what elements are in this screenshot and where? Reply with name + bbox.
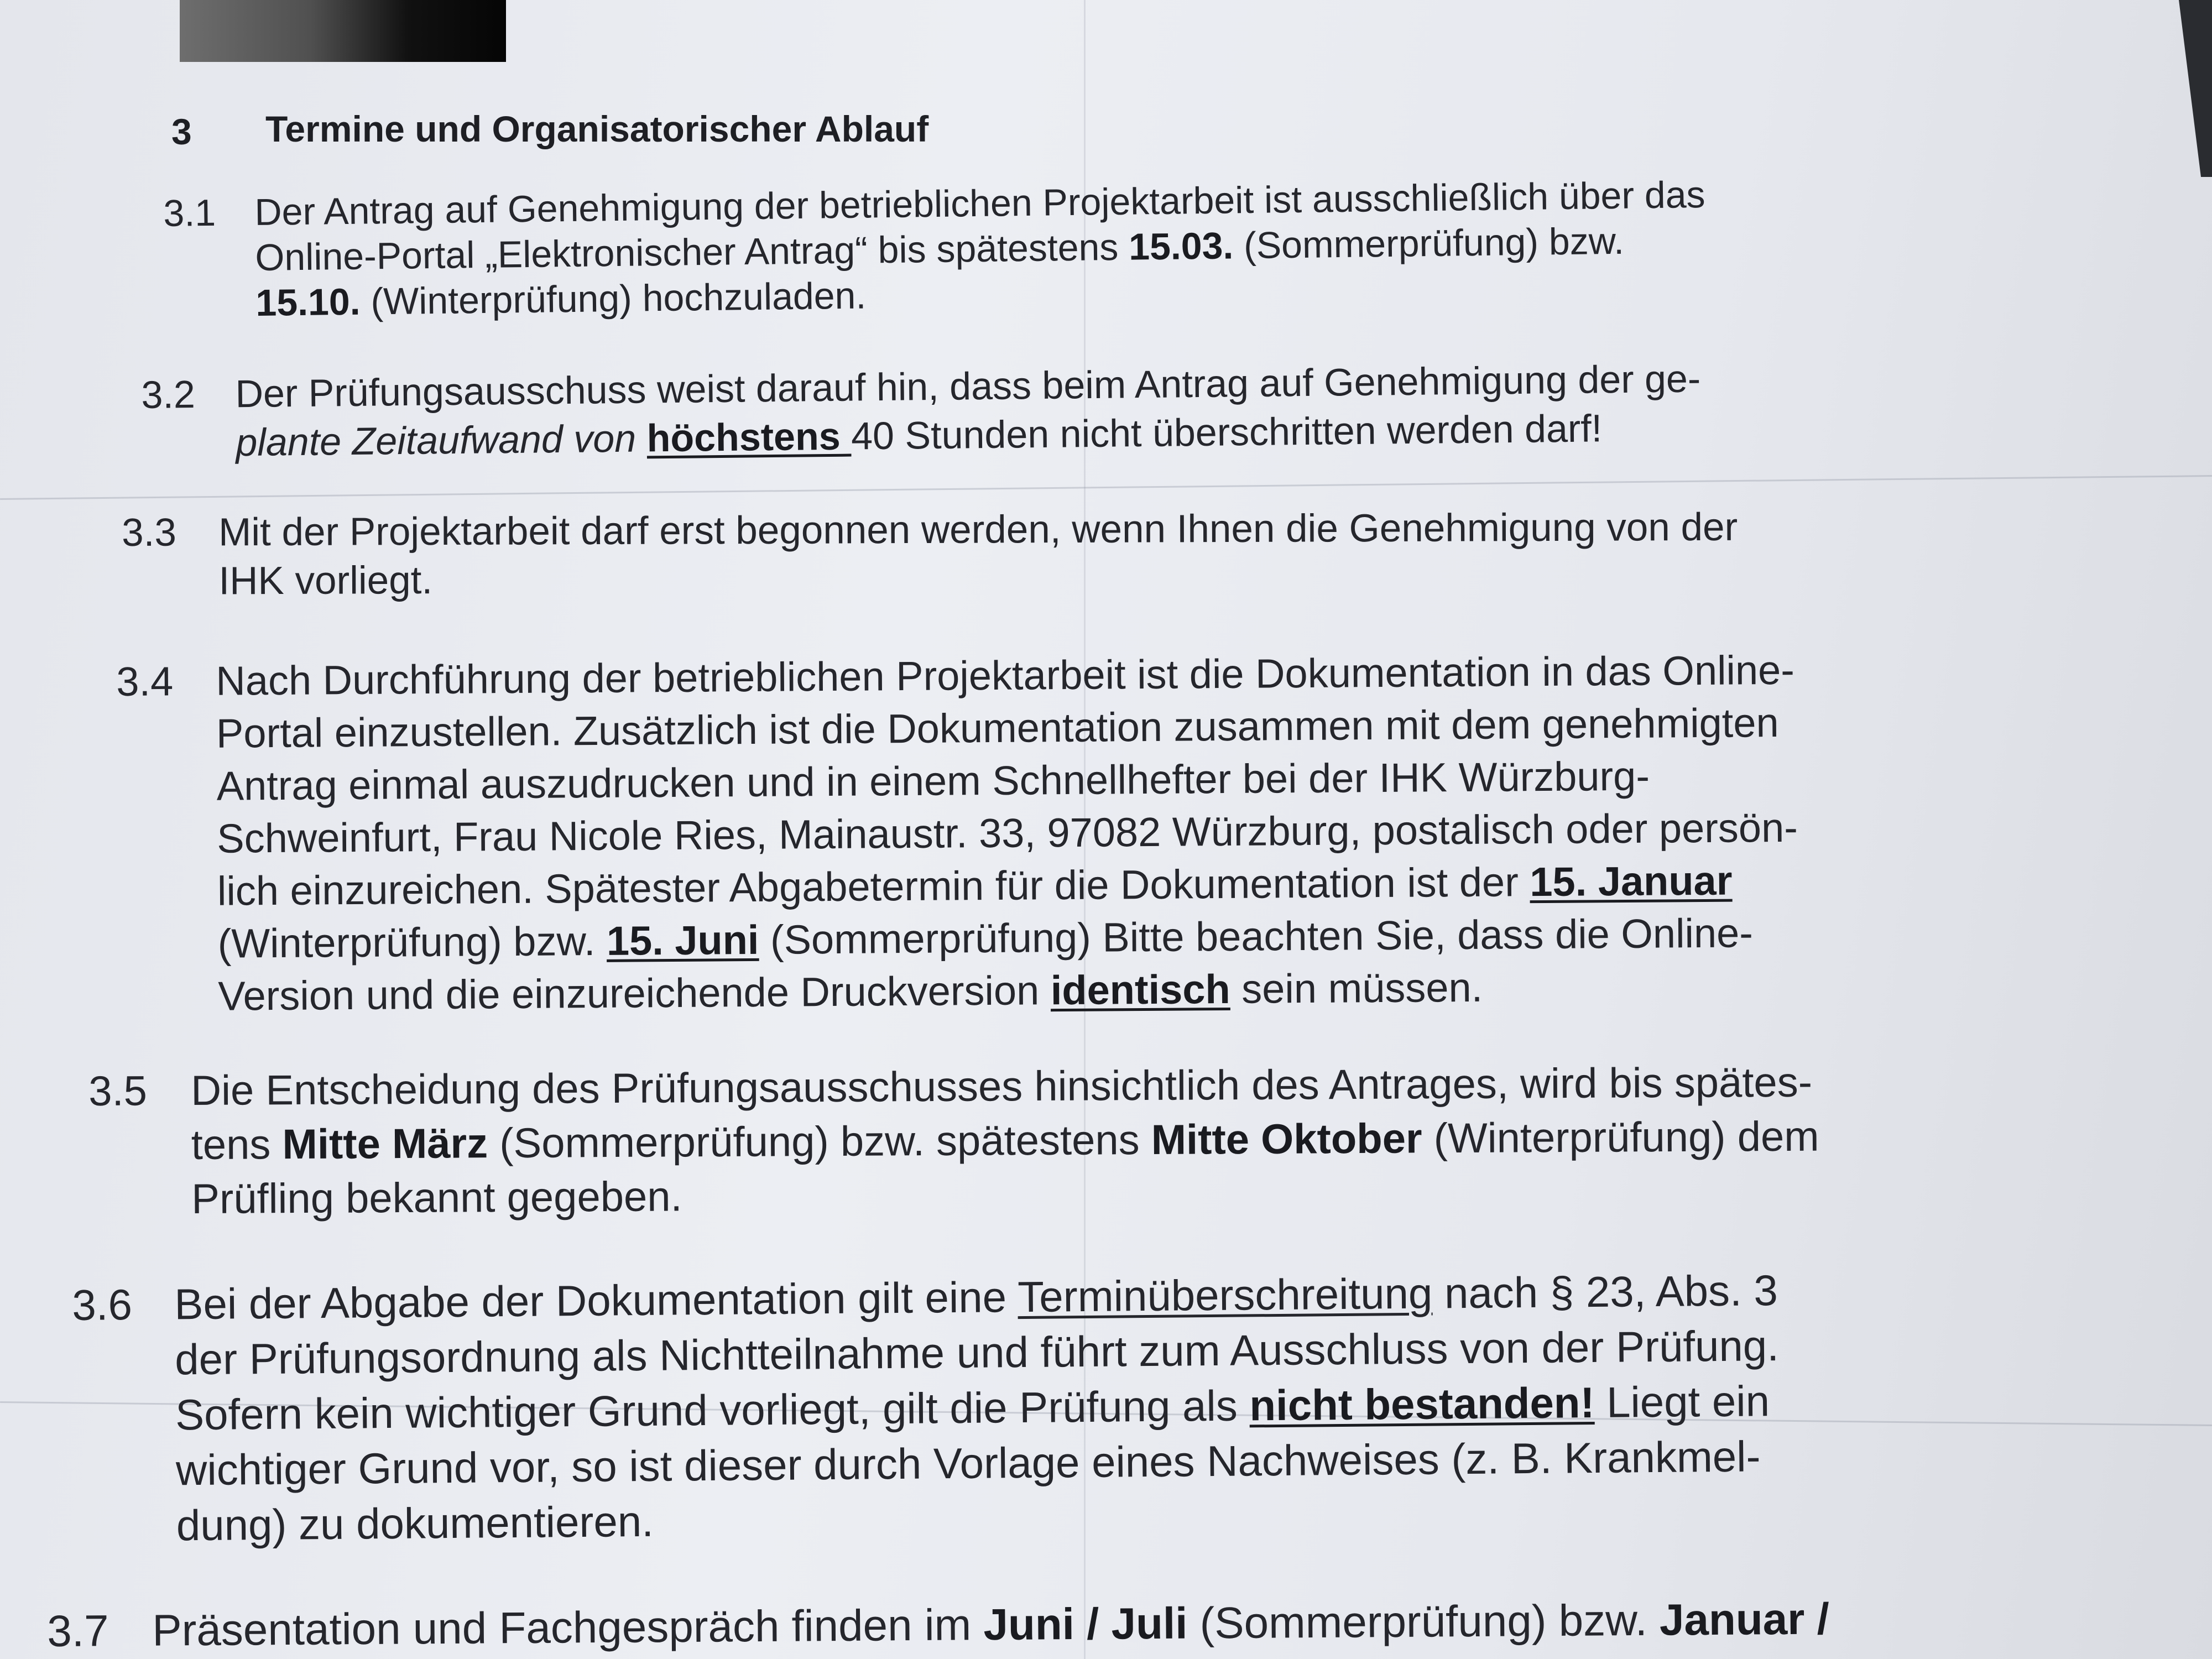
text-span: Schweinfurt, Frau Nicole Ries, Mainaustr. 33, 97082 Würzburg, postalisch oder persön- [217, 804, 1798, 862]
item-number: 3.4 [116, 658, 174, 705]
background-corner [2157, 0, 2212, 177]
text-span: wichtiger Grund vor, so ist dieser durch Vorlage eines Nachweises (z. B. Krankmel- [175, 1432, 1761, 1495]
item-number: 3.1 [163, 191, 216, 234]
emphasis-text: Mitte März [282, 1120, 488, 1168]
text-span: tens [191, 1121, 283, 1169]
text-span: Nach Durchführung der betrieblichen Projektarbeit ist die Dokumentation in das Online- [216, 646, 1795, 704]
emphasis-text: Mitte Oktober [1151, 1115, 1422, 1164]
text-line [191, 1164, 1819, 1227]
text-span: sein müssen. [1230, 964, 1483, 1012]
text-span: Der Prüfungsausschuss weist darauf hin, dass beim Antrag auf Genehmigung der ge- [235, 357, 1701, 416]
text-span: (Sommerprüfung) bzw. spätestens [487, 1116, 1151, 1167]
section-title: Termine und Organisatorischer Ablauf [265, 108, 929, 149]
text-line [191, 1110, 1819, 1172]
item-number: 3.7 [47, 1606, 109, 1656]
emphasis-text: Juni / Juli [983, 1598, 1188, 1650]
text-line [152, 1592, 1829, 1658]
item-number: 3.2 [141, 372, 196, 416]
text-span: plante Zeitaufwand von [235, 416, 648, 465]
text-span: lich einzureichen. Spätester Abgabetermin für die Dokumentation ist der [217, 859, 1530, 914]
text-span: Liegt ein [1594, 1376, 1770, 1427]
text-span: Version und die einzureichende Druckversion [218, 967, 1051, 1019]
text-span: Sofern kein wichtiger Grund vorliegt, gilt die Prüfung als [175, 1381, 1250, 1439]
text-span: nach § 23, Abs. 3 [1432, 1266, 1778, 1318]
text-span: dung) zu dokumentieren. [176, 1496, 654, 1550]
emphasis-text: 15.10. [255, 280, 361, 324]
item-number: 3.6 [72, 1280, 133, 1329]
emphasis-text: Terminüberschreitung [1017, 1269, 1433, 1322]
text-span: (Winterprüfung) bzw. [217, 917, 607, 967]
section-number: 3 [171, 111, 192, 152]
emphasis-text: 15. Juni [606, 916, 759, 964]
item-text [191, 1056, 1819, 1227]
text-span: Prüfling bekannt gegeben. [191, 1173, 682, 1223]
paper-fold [0, 475, 2212, 500]
text-span: Der Antrag auf Genehmigung der betrieblichen Projektarbeit ist ausschließlich über das [254, 173, 1705, 233]
item-text [218, 503, 1738, 606]
emphasis-text: 15.03. [1128, 225, 1234, 268]
emphasis-text: 15. Januar [1530, 857, 1733, 905]
text-line [218, 552, 1738, 606]
text-span: Präsentation und Fachgespräch finden im [152, 1600, 984, 1655]
emphasis-text: nicht bestanden! [1249, 1378, 1595, 1430]
text-span: (Sommerprüfung) Bitte beachten Sie, dass die Online- [759, 910, 1754, 963]
text-span: Bei der Abgabe der Dokumentation gilt eine [174, 1272, 1018, 1329]
text-span: (Winterprüfung) dem [1422, 1113, 1819, 1162]
text-line [218, 959, 1799, 1022]
text-span: (Winterprüfung) hochzuladen. [360, 274, 867, 323]
text-span: Die Entscheidung des Prüfungsausschusses hinsichtlich des Antrages, wird bis spätes- [191, 1058, 1813, 1115]
text-span: Portal einzustellen. Zusätzlich ist die Dokumentation zusammen mit dem genehmigten [216, 700, 1779, 757]
text-line [217, 906, 1798, 970]
emphasis-text: höchstens [646, 414, 852, 460]
text-span: (Sommerprüfung) bzw. [1233, 220, 1625, 267]
text-span: Antrag einmal auszudrucken und in einem Schnellhefter bei der IHK Würzburg- [216, 753, 1650, 809]
item-number: 3.5 [88, 1067, 148, 1115]
emphasis-text: Januar / [1659, 1594, 1830, 1645]
text-line [191, 1056, 1819, 1118]
item-text [174, 1262, 1781, 1553]
item-text [235, 354, 1702, 467]
item-text [216, 644, 1799, 1022]
photo-fragment [180, 0, 506, 62]
item-text [254, 172, 1707, 326]
text-span: der Prüfungsordnung als Nichtteilnahme und führt zum Ausschluss von der Prüfung. [174, 1321, 1780, 1384]
text-span: IHK vorliegt. [218, 559, 433, 603]
text-span: Mit der Projektarbeit darf erst begonnen werden, wenn Ihnen die Genehmigung von der [218, 505, 1738, 555]
text-span: (Sommerprüfung) bzw. [1187, 1595, 1660, 1648]
item-text [152, 1592, 1829, 1658]
text-span: 40 Stunden nicht überschritten werden darf! [851, 406, 1603, 458]
item-number: 3.3 [122, 510, 176, 555]
text-line [218, 503, 1738, 557]
emphasis-text: identisch [1050, 966, 1230, 1014]
text-span: Online-Portal „Elektronischer Antrag“ bis spätestens [255, 226, 1129, 279]
